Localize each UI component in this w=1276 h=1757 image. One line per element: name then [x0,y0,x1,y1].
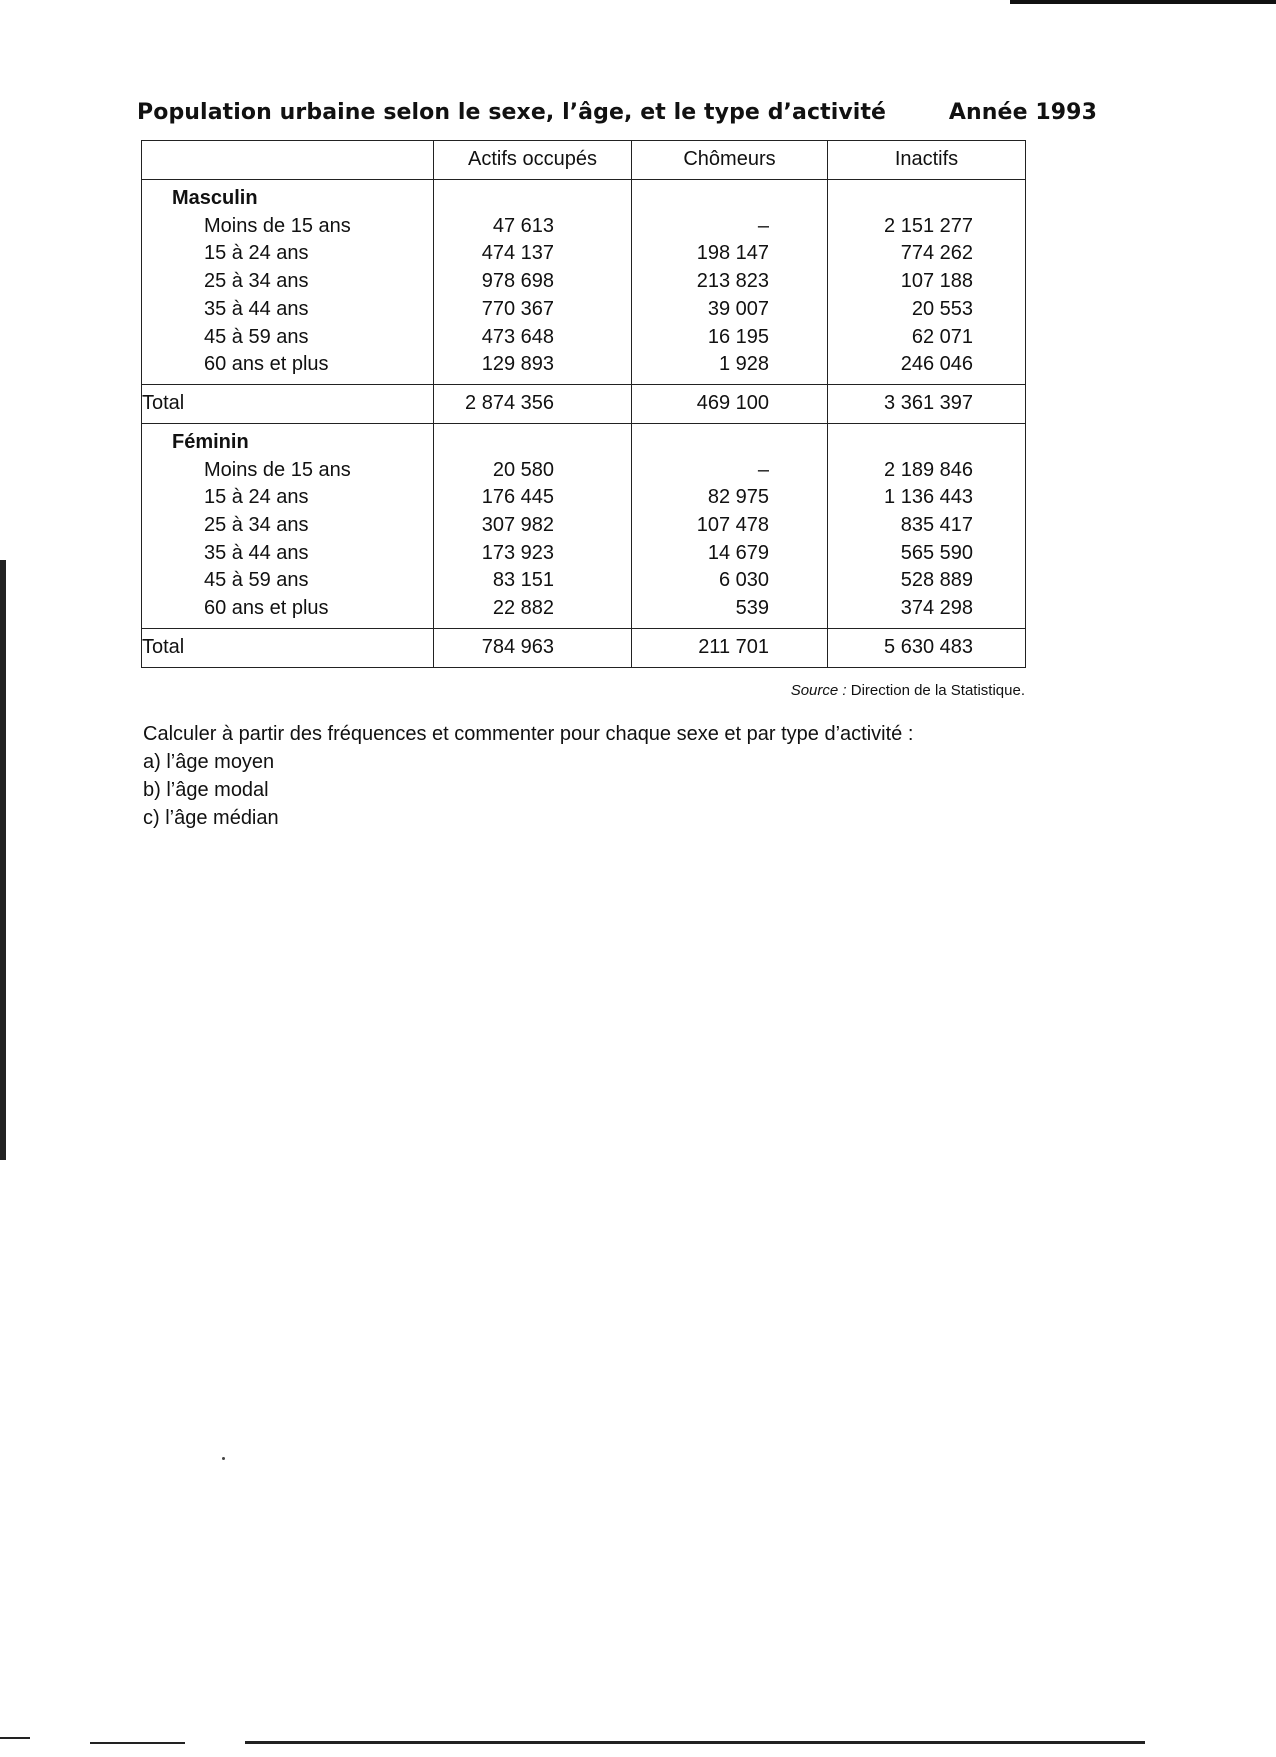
table-cell: 6 030 [718,569,769,592]
age-label: 45 à 59 ans [204,325,309,348]
table-cell [434,628,632,667]
source-text: Direction de la Statistique. [850,682,1025,699]
table-cell: 173 923 [481,541,554,564]
age-label: 25 à 34 ans [204,514,309,537]
scan-speck [222,1457,225,1460]
group-block-feminin [142,423,1026,628]
table-cell: 16 195 [707,325,769,348]
table-cell: 1 928 [718,353,769,376]
header-empty-cell [142,141,434,180]
age-labels-cell [142,423,434,628]
table-header-row [142,141,1026,180]
table-cell: 565 590 [900,541,973,564]
age-label: 25 à 34 ans [204,270,309,293]
column-header-chomeurs: Chômeurs [632,141,828,180]
total-value: 5 630 483 [884,635,973,658]
scan-edge-line [1010,0,1276,4]
table-cell: 14 679 [707,541,769,564]
chomeurs-values-cell [632,423,828,628]
table-cell: 176 445 [481,486,554,509]
total-value: 784 963 [481,635,554,658]
total-row-masculin [142,384,1026,423]
age-label: 15 à 24 ans [204,242,309,265]
table-cell: 246 046 [900,353,973,376]
exercise-question [143,720,913,832]
population-table [141,140,1026,668]
chomeurs-values-cell [632,180,828,385]
group-block-masculin [142,180,1026,385]
table-cell: 107 478 [696,514,769,537]
total-value: 469 100 [696,392,769,415]
table-cell: 39 007 [707,297,769,320]
table-cell: 978 698 [481,270,554,293]
age-label: 60 ans et plus [204,597,329,620]
total-value: 2 874 356 [465,392,554,415]
inactifs-values-cell [828,180,1026,385]
table-cell [434,384,632,423]
column-header-actifs: Actifs occupés [434,141,632,180]
scan-edge-line [0,1737,30,1739]
table-cell: 528 889 [900,569,973,592]
table-cell: 2 189 846 [884,458,973,481]
table-cell: 774 262 [900,242,973,265]
table-cell: 474 137 [481,242,554,265]
total-label: Total [142,628,434,667]
age-label: Moins de 15 ans [204,214,351,237]
table-cell: 82 975 [707,486,769,509]
age-label: 45 à 59 ans [204,569,309,592]
table-cell: 213 823 [696,270,769,293]
group-label: Masculin [172,187,258,209]
table-cell [828,628,1026,667]
table-cell [632,628,828,667]
table-cell: 107 188 [900,270,973,293]
table-cell: – [757,458,769,481]
age-label: 35 à 44 ans [204,297,309,320]
table-cell: 539 [735,597,769,620]
table-cell: 473 648 [481,325,554,348]
total-value: 211 701 [698,635,769,658]
table-cell: 198 147 [696,242,769,265]
table-cell: 62 071 [911,325,973,348]
table-cell: 1 136 443 [884,486,973,509]
year-label: Année 1993 [948,100,1097,125]
table-cell: 20 580 [492,458,554,481]
table-cell: 83 151 [492,569,554,592]
scan-edge-line [90,1742,185,1744]
question-item: a) l’âge moyen [143,751,275,773]
question-intro: Calculer à partir des fréquences et commenter pour chaque sexe et par type d’activité : [143,723,914,745]
age-label: 60 ans et plus [204,353,329,376]
scan-edge-shadow [0,560,6,1160]
table-cell: 20 553 [911,297,973,320]
table-cell: 129 893 [481,353,554,376]
column-header-inactifs: Inactifs [828,141,1026,180]
group-label: Féminin [172,430,249,453]
table-cell: 47 613 [492,214,554,237]
total-label: Total [142,384,434,423]
table-cell: 835 417 [900,514,973,537]
total-row-feminin [142,628,1026,667]
table-cell: 307 982 [481,514,554,537]
page-title: Population urbaine selon le sexe, l’âge, et le type d’activité [137,100,887,125]
table-cell: 22 882 [492,597,554,620]
inactifs-values-cell [828,423,1026,628]
table-cell: – [757,214,769,237]
actifs-values-cell [434,180,632,385]
table-cell [828,384,1026,423]
total-value: 3 361 397 [884,392,973,415]
table-cell: 374 298 [900,597,973,620]
age-label: 35 à 44 ans [204,541,309,564]
source-note [791,682,1025,699]
source-label: Source : [790,682,847,699]
table-cell [632,384,828,423]
table-cell: 2 151 277 [884,214,973,237]
actifs-values-cell [434,423,632,628]
question-item: b) l’âge modal [143,779,269,801]
table-cell: 770 367 [481,297,554,320]
age-labels-cell [142,180,434,385]
age-label: Moins de 15 ans [204,458,351,481]
age-label: 15 à 24 ans [204,486,309,509]
scan-edge-line [245,1741,1145,1744]
question-item: c) l’âge médian [143,807,279,829]
